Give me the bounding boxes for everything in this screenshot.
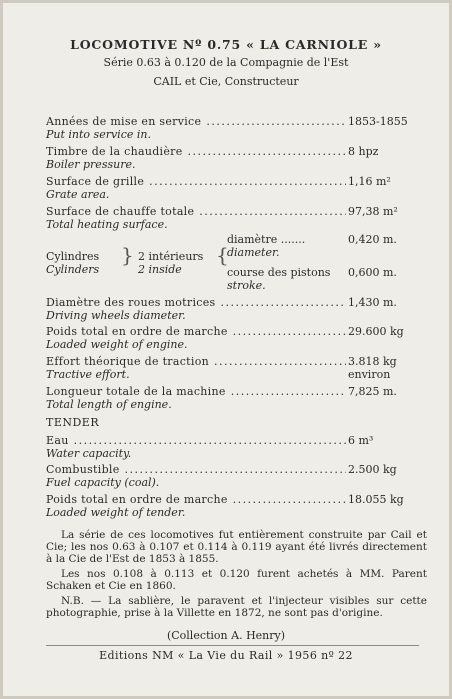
spec-label-fr: Effort théorique de traction .....	[46, 355, 346, 368]
cylinders-count-fr: 2 intérieurs	[138, 250, 204, 263]
stroke-label-en: stroke.	[227, 279, 266, 292]
spec-label-fr: Combustible .....	[46, 463, 346, 476]
spec-label-fr: Années de mise en service .....	[46, 115, 346, 128]
collection-credit: (Collection A. Henry)	[166, 629, 286, 642]
cylinders-count-en: 2 inside	[138, 263, 182, 276]
spec-row-engine-length	[46, 385, 416, 413]
spec-value: 1,430 m.	[348, 296, 397, 309]
note-series-history	[46, 529, 427, 565]
spec-value: 1,16 m²	[348, 175, 391, 188]
spec-value: 1853-1855	[348, 115, 408, 128]
spec-label-fr: Eau .....	[46, 434, 346, 447]
publisher-footer: Editions NM « La Vie du Rail » 1956 nº 22	[99, 649, 353, 662]
diameter-value: 0,420 m.	[348, 233, 397, 246]
spec-label-en: Loaded weight of tender.	[46, 506, 186, 519]
spec-label-en: Put into service in.	[46, 128, 151, 141]
series-subtitle: Série 0.63 à 0.120 de la Compagnie de l'Est	[103, 56, 349, 69]
spec-row-engine-weight	[46, 325, 416, 353]
spec-value: 7,825 m.	[348, 385, 397, 398]
spec-value: 3.818 kg	[348, 355, 397, 368]
spec-label-fr: Surface de chauffe totale .....	[46, 205, 346, 218]
spec-label-fr: Poids total en ordre de marche .....	[46, 325, 346, 338]
spec-label-en: Water capacity.	[46, 447, 132, 460]
constructor-line: CAIL et Cie, Constructeur	[153, 75, 299, 88]
note-purchase	[46, 568, 427, 592]
spec-label-en: Fuel capacity (coal).	[46, 476, 160, 489]
spec-label-fr: Timbre de la chaudière .....	[46, 145, 346, 158]
note-nb	[46, 595, 427, 619]
stroke-value: 0,600 m.	[348, 266, 397, 279]
spec-row-tractive-effort	[46, 355, 416, 383]
diameter-label-fr: diamètre .......	[227, 233, 306, 246]
spec-value: 18.055 kg	[348, 493, 404, 506]
spec-label-fr: Diamètre des roues motrices .....	[46, 296, 346, 309]
spec-value-qualifier: environ	[348, 368, 391, 381]
footer-divider	[46, 645, 419, 646]
spec-row-grate-area	[46, 175, 416, 203]
spec-label-en: Loaded weight of engine.	[46, 338, 188, 351]
spec-label-en: Total length of engine.	[46, 398, 172, 411]
spec-row-driving-wheels	[46, 296, 416, 324]
spec-value: 2.500 kg	[348, 463, 397, 476]
spec-value: 8 hpz	[348, 145, 379, 158]
spec-label-fr: Surface de grille .....	[46, 175, 346, 188]
page-title: LOCOMOTIVE Nº 0.75 « LA CARNIOLE »	[70, 37, 382, 52]
spec-label-en: Driving wheels diameter.	[46, 309, 186, 322]
note-text: N.B. — La sablière, le paravent et l'injecteur visibles sur cette photographie, prise à la Villette en 1872, ne sont pas d'origine.	[46, 595, 427, 619]
spec-row-boiler-pressure	[46, 145, 416, 173]
note-text: La série de ces locomotives fut entièrement construite par Cail et Cie; les nos 0.63 à 0.107 et 0.114 à 0.119 ayant été livrés directement à la Cie de l'Est de 1853 à 1855.	[46, 529, 427, 565]
spec-row-water-capacity	[46, 434, 416, 462]
spec-value: 97,38 m²	[348, 205, 398, 218]
spec-row-cylinders	[46, 233, 416, 293]
cylinders-label-fr: Cylindres	[46, 250, 100, 263]
spec-value: 29.600 kg	[348, 325, 404, 338]
spec-row-heating-surface	[46, 205, 416, 233]
spec-label-en: Boiler pressure.	[46, 158, 136, 171]
spec-row-tender-weight	[46, 493, 416, 521]
spec-row-fuel-capacity	[46, 463, 416, 491]
diameter-label-en: diameter.	[227, 246, 280, 259]
note-text: Les nos 0.108 à 0.113 et 0.120 furent achetés à MM. Parent Schaken et Cie en 1860.	[46, 568, 427, 592]
cylinders-label-en: Cylinders	[46, 263, 100, 276]
spec-label-en: Total heating surface.	[46, 218, 168, 231]
spec-row-service-years	[46, 115, 416, 143]
stroke-label-fr: course des pistons	[227, 266, 331, 279]
spec-value: 6 m³	[348, 434, 374, 447]
right-brace: {	[216, 243, 229, 267]
left-brace: }	[121, 243, 134, 267]
tender-heading: TENDER	[46, 416, 100, 429]
spec-label-fr: Poids total en ordre de marche .....	[46, 493, 346, 506]
spec-label-en: Grate area.	[46, 188, 110, 201]
spec-label-fr: Longueur totale de la machine .....	[46, 385, 346, 398]
spec-label-en: Tractive effort.	[46, 368, 130, 381]
